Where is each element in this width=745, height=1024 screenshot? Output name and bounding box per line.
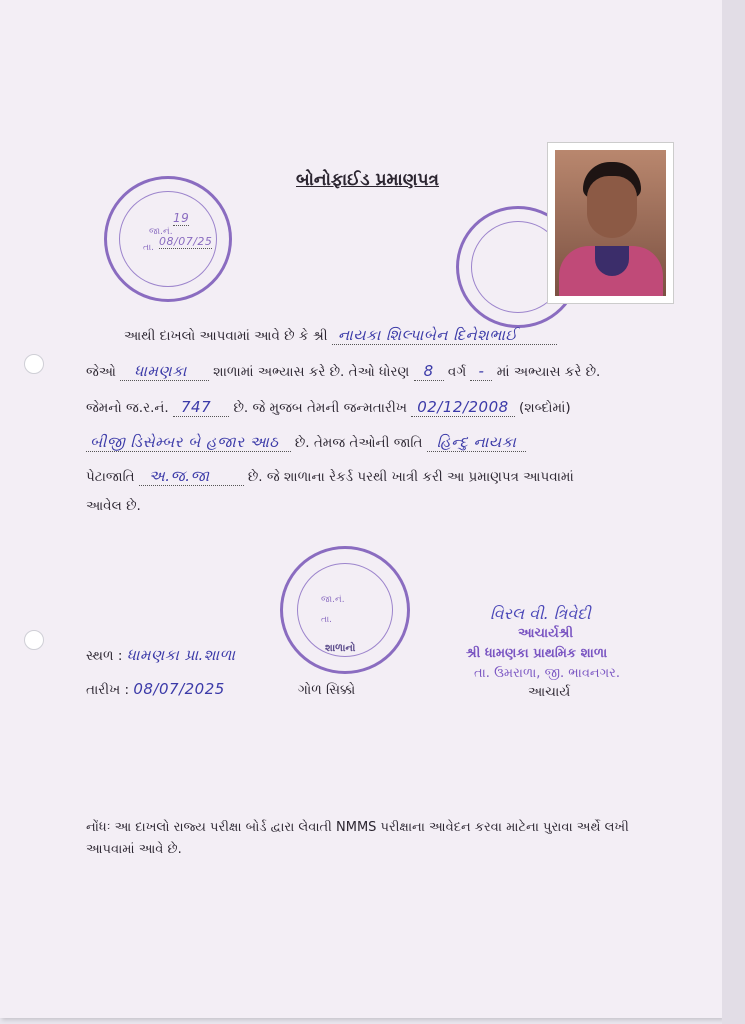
division-value: - xyxy=(470,362,492,381)
punch-hole-top xyxy=(24,354,44,374)
text-in-words: (શબ્દોમાં) xyxy=(518,400,571,416)
body-line-6: આવેલ છે. xyxy=(86,498,141,514)
text-subcaste: પેટાજાતિ xyxy=(86,469,135,485)
principal-stamp-school: શ્રી ધામણકા પ્રાથમિક શાળા xyxy=(466,646,608,661)
place-value: ધામણકા પ્રા.શાળા xyxy=(126,646,236,664)
birthdate-value: 02/12/2008 xyxy=(411,398,514,417)
subcaste-value: અ.જ.જા xyxy=(139,467,244,486)
school-stamp-left xyxy=(104,176,232,302)
note-line-1: નોંધઃ આ દાખલો રાજ્ય પરીક્ષા બોર્ડ દ્વારા લેવાતી NMMS પરીક્ષાના આવેદન કરવા માટેના પુરાવા અર્થે લખી xyxy=(86,820,629,835)
gr-number-value: 747 xyxy=(173,398,229,417)
school-name-value: ધામણકા xyxy=(120,362,209,381)
text-varg: વર્ગ xyxy=(447,364,467,380)
principal-signature: વિરલ વી. ત્રિવેદી xyxy=(490,604,591,623)
body-line-1 xyxy=(124,326,557,344)
text-verification: છે. જે શાળાના રેકર્ડ પરથી ખાત્રી કરી આ પ્રમાણપત્ર આપવામાં xyxy=(247,469,574,485)
place-line xyxy=(86,646,235,664)
punch-hole-bottom xyxy=(24,630,44,650)
student-name-value: નાયકા શિલ્પાબેન દિનેશભાઈ xyxy=(332,326,558,345)
text-caste: છે. તેમજ તેઓની જાતિ xyxy=(294,435,423,451)
text-birthdate: છે. જે મુજબ તેમની જન્મતારીખ xyxy=(233,400,407,416)
text-intro: આથી દાખલો આપવામાં આવે છે કે શ્રી xyxy=(124,328,328,344)
body-line-3 xyxy=(86,398,571,416)
place-label: સ્થળ : xyxy=(86,648,123,664)
stamp-ja-n-label: જા.નં. xyxy=(149,227,173,237)
date-value: 08/07/2025 xyxy=(133,680,225,698)
certificate-title: બોનોફાઈડ પ્રમાણપત્ર xyxy=(296,170,440,190)
text-studying: માં અભ્યાસ કરે છે. xyxy=(496,364,601,380)
body-line-2 xyxy=(86,362,600,380)
date-line xyxy=(86,680,225,698)
student-photo xyxy=(555,150,666,296)
student-photo-frame xyxy=(547,142,674,304)
standard-value: 8 xyxy=(414,362,444,381)
seal-center-word: શાળાનો xyxy=(325,643,356,654)
text-gr-no: જેમનો જ.ર.નં. xyxy=(86,400,169,416)
caste-value: હિન્દુ નાયકા xyxy=(427,433,527,452)
stamp-date: 08/07/25 xyxy=(159,235,213,248)
seal-ja-n-label: જા.નં. xyxy=(321,595,345,605)
page-edge xyxy=(722,0,745,1024)
principal-label: આચાર્ય xyxy=(528,684,571,700)
stamp-number: 19 xyxy=(173,211,190,225)
body-line-4 xyxy=(86,433,526,451)
stamp-ta-label: તા. xyxy=(143,243,155,253)
body-line-5 xyxy=(86,467,574,485)
text-jeo: જેઓ xyxy=(86,364,116,380)
text-school-study: શાળામાં અભ્યાસ કરે છે. તેઓ ધોરણ xyxy=(213,364,410,380)
date-label: તારીખ : xyxy=(86,682,130,698)
seal-ta-label: તા. xyxy=(321,615,333,625)
seal-label: ગોળ સિક્કો xyxy=(298,682,356,698)
principal-stamp-place: તા. ઉમરાળા, જી. ભાવનગર. xyxy=(474,666,620,681)
principal-stamp-title: આચાર્યશ્રી xyxy=(518,626,574,641)
birthdate-words-value: બીજી ડિસેમ્બર બે હજાર આઠ xyxy=(86,433,291,452)
note-line-2: આપવામાં આવે છે. xyxy=(86,842,182,857)
school-seal-center xyxy=(280,546,410,674)
